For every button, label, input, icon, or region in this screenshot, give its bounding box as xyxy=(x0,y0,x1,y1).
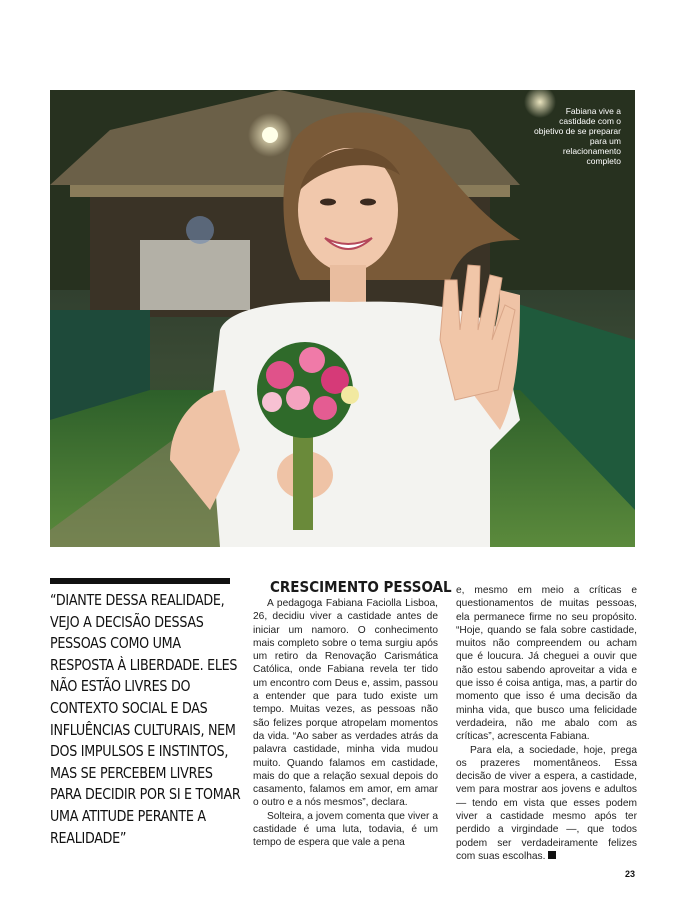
paragraph: Solteira, a jovem comenta que viver a castidade é uma luta, todavia, é um tempo de espera que vale a pena xyxy=(253,810,438,849)
section-headline: CRESCIMENTO PESSOAL xyxy=(270,578,452,596)
paragraph xyxy=(456,744,637,864)
article-column-2 xyxy=(456,584,637,863)
end-mark-icon xyxy=(548,851,556,859)
paragraph-text: Para ela, a sociedade, hoje, prega os prazeres momentâneos. Essa decisão de viver a espera, a castidade, vem para mostrar aos jovens e adultos — tendo em vista que esses podem viver a castidade mesmo após ter perdido a virgindade —, que todos podem ser verdadeiramente felizes com suas escolhas. xyxy=(456,744,637,862)
photo-caption: Fabiana vive a castidade com o objetivo de se preparar para um relacionamento completo xyxy=(534,106,621,166)
paragraph: e, mesmo em meio a críticas e questionamentos de muitas pessoas, ela permanece firme no seu propósito. “Hoje, quando se fala sobre castidade, muitos não compreendem ou acham que é loucura. Já cheguei a ouvir que não estou sabendo aproveitar a vida e que isso é coisa antiga, mas, a partir do momento que isso é uma decisão da minha vida, que busco uma felicidade verdadeira, não me abalo com as críticas”, acrescenta Fabiana. xyxy=(456,585,637,743)
pull-quote-rule xyxy=(50,578,230,584)
article-column-1 xyxy=(253,597,438,850)
paragraph: A pedagoga Fabiana Faciolla Lisboa, 26, decidiu viver a castidade antes de iniciar um namoro. O conhecimento mais completo sobre o tema surgiu após um retiro da Renovação Carismática Católica, onde Fabiana revela ter tido um encontro com Deus e, assim, passou a entender que para tudo existe um tempo. Muitas vezes, as pessoas não são felizes porque atropelam momentos da vida. “Ao saber as verdades atrás da palavra castidade, minha vida mudou muito. Quando falamos em castidade, mais do que a relação sexual depois do casamento, falamos em amor, em amar o outro e a nós mesmos”, declara. xyxy=(253,598,438,809)
page-number: 23 xyxy=(625,869,636,879)
article-photo xyxy=(50,90,635,547)
pull-quote: “DIANTE DESSA REALIDADE, VEJO A DECISÃO DESSAS PESSOAS COMO UMA RESPOSTA À LIBERDADE. ELES NÃO ESTÃO LIVRES DO CONTEXTO SOCIAL E DAS INFLUÊNCIAS CULTURAIS, NEM DOS IMPULSOS E INSTINTOS, MAS SE PERCEBEM LIVRES PARA DECIDIR POR SI E TOMAR UMA ATITUDE PERANTE A REALIDADE” xyxy=(50,591,241,847)
